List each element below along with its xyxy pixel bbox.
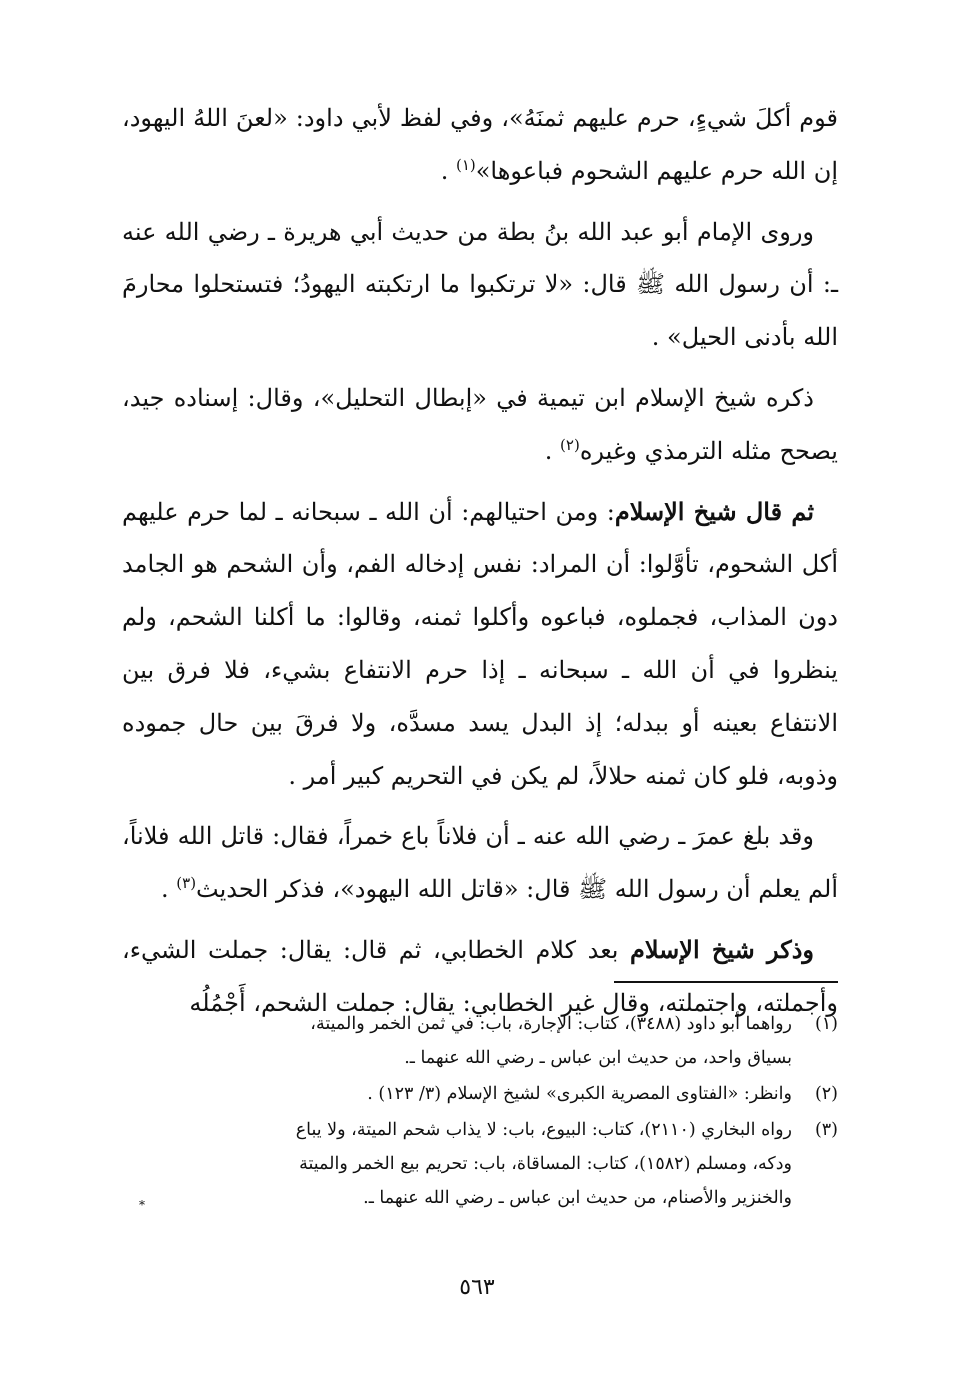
paragraph-3: ذكره شيخ الإسلام ابن تيمية في «إبطال التحليل»، وقال: إسناده جيد، يصحح مثله الترمذي وغيره$^{(٢)}$ . (122, 383, 838, 465)
footnote-2 (122, 1077, 838, 1111)
footnote-text: وانظر: «الفتاوى المصرية الكبرى» لشيخ الإسلام (٣/ ١٢٣) . (367, 1084, 792, 1104)
footnote-number: (١) (814, 1014, 838, 1034)
footnote-3 (122, 1113, 838, 1215)
paragraph-4: ثم قال شيخ الإسلام: ومن احتيالهم: أن الله ـ سبحانه ـ لما حرم عليهم أكل الشحوم، تأوَّلوا: أن المراد: نفس إدخاله الفم، وأن الشحم هو الجامد دون المذاب، فجملوه، فباعوه وأكلوا ثمنه، وقالوا: ما أكلنا الشحم، ولم ينظروا في أن الله ـ سبحانه ـ إذا حرم الانتفاع بشيء، فلا فرق بين الانتفاع بعينه أو ببدله؛ إذ البدل يسد مسدَّه، ولا فرقَ بين حال جموده وذوبه، فلو كان ثمنه حلالاً، لم يكن في التحريم كبير أمر . (122, 496, 838, 790)
footnote-number: (٢) (814, 1084, 838, 1104)
footnote-separator (614, 981, 838, 983)
bold-lead: وذكر شيخ الإسلام (630, 934, 814, 964)
paragraph-2: وروى الإمام أبو عبد الله بنُ بطة من حديث أبي هريرة ـ رضي الله عنه ـ: أن رسول الله ﷺ قال: «لا ترتكبوا ما ارتكبته اليهودُ؛ فتستحلوا محارمَ الله بأدنى الحيل» . (122, 217, 838, 352)
footnote-ref-3[interactable]: (٣) (176, 874, 197, 893)
bold-lead: ثم قال شيخ الإسلام (614, 496, 815, 526)
footnote-1 (122, 1007, 838, 1075)
footnote-number: (٣) (814, 1120, 838, 1140)
footnotes (122, 1007, 838, 1217)
asterisk-mark: * (139, 1198, 145, 1212)
paragraph-6: وذكر شيخ الإسلام بعد كلام الخطابي، ثم قال: يقال: جملت الشيء، وأجملته، واجتملته، وقال غير الخطابي: يقال: جملت الشحم، أَجْمُلُه (122, 934, 838, 1017)
footnote-text: رواهما أبو داود (٣٤٨٨)، كتاب: الإجارة، باب: في ثمن الخمر والميتة، بسياق واحد، من حديث ابن عباس ـ رضي الله عنهما ـ. (310, 1014, 792, 1068)
main-text (122, 92, 838, 1038)
footnote-ref-1[interactable]: (١) (455, 155, 476, 174)
footnote-text: رواه البخاري (٢١١٠)، كتاب: البيوع، باب: لا يذاب شحم الميتة، ولا يباع ودكه، ومسلم (١٥٨٢)، كتاب: المساقاة، باب: تحريم بيع الخمر والميتة والخنزير والأصنام، من حديث ابن عباس ـ رضي الله عنهما ـ. (295, 1120, 792, 1208)
paragraph-5: وقد بلغ عمرَ ـ رضي الله عنه ـ أن فلاناً باع خمراً، فقال: قاتل الله فلاناً، ألم يعلم أن رسول الله ﷺ قال: «قاتل الله اليهود»، فذكر الحديث$^{(٣)}$ . (122, 822, 838, 904)
page-number: ٥٦٣ (459, 1275, 495, 1300)
footnote-ref-2[interactable]: (٢) (560, 435, 580, 454)
paragraph-1: قوم أكلَ شيءٍ، حرم عليهم ثمنَهُ»، وفي لفظ لأبي داود: «لعنَ اللهُ اليهود، إن الله حرم عليهم الشحوم فباعوها»$^{(١)}$ . (122, 104, 838, 185)
